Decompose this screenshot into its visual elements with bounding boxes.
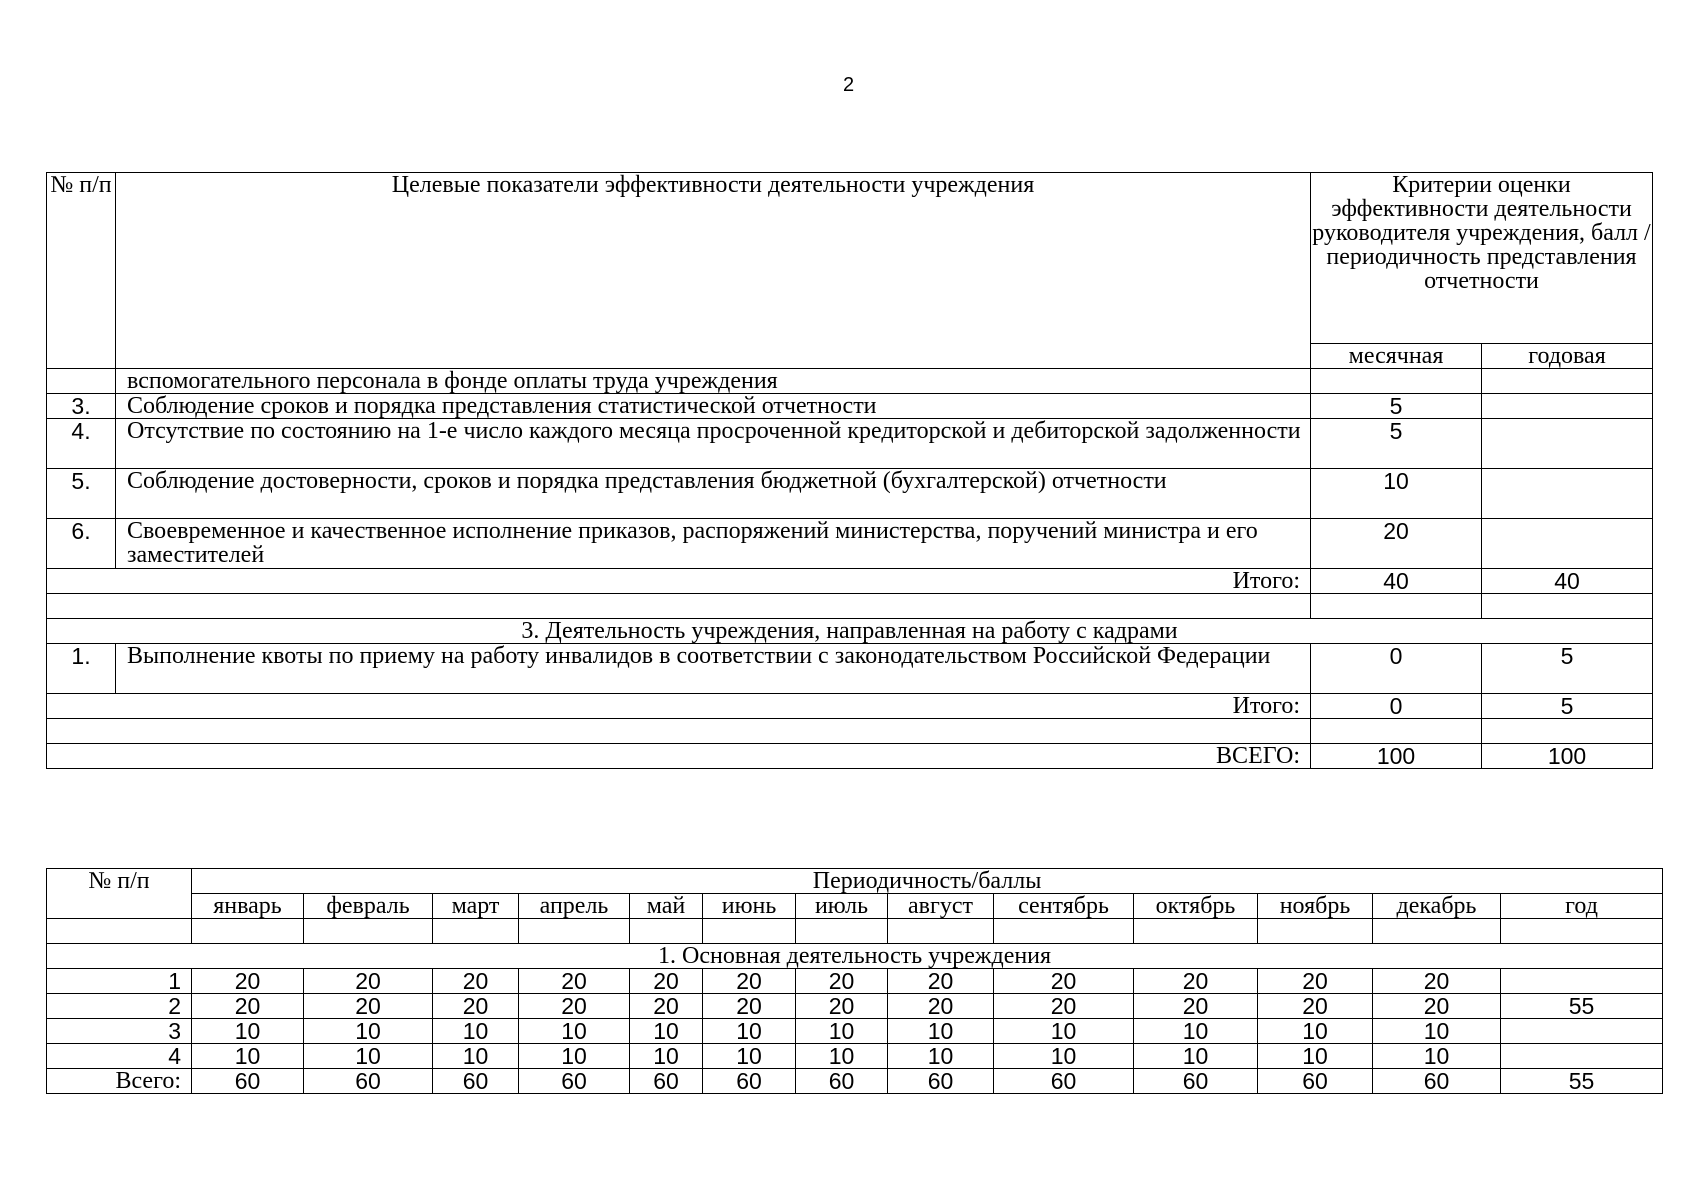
empty-row [47,594,1653,619]
total-value: 55 [1501,1069,1663,1094]
row-value: 10 [304,1044,433,1069]
row-value: 20 [304,969,433,994]
total-value: 60 [888,1069,994,1094]
month-header: июнь [703,894,796,919]
table-row [47,469,1653,519]
row-value: 20 [1373,994,1501,1019]
header-monthly: месячная [1311,344,1482,369]
month-header: март [433,894,519,919]
total-value: 60 [994,1069,1134,1094]
table-row [47,419,1653,469]
row-value: 10 [994,1019,1134,1044]
header-num: № п/п [47,173,116,369]
row-value: 10 [304,1019,433,1044]
row-value: 10 [519,1044,630,1069]
total-value: 60 [796,1069,888,1094]
row-value: 20 [703,969,796,994]
table-row [47,969,1663,994]
row-num: 4. [47,419,116,469]
month-header: декабрь [1373,894,1501,919]
row-text: Своевременное и качественное исполнение приказов, распоряжений министерства, поручений министра и его заместителей [116,519,1311,569]
monthly-points-table [46,868,1663,1094]
grand-total-monthly: 100 [1311,744,1482,769]
table-row [47,394,1653,419]
total-row [47,569,1653,594]
row-value: 10 [192,1044,304,1069]
table-row [47,994,1663,1019]
row-num: 1 [47,969,192,994]
row-value: 20 [1258,994,1373,1019]
total-value: 60 [192,1069,304,1094]
grand-total-row [47,744,1653,769]
row-yearly [1482,469,1653,519]
row-value: 20 [630,969,703,994]
row-monthly: 0 [1311,644,1482,694]
table-row [47,1019,1663,1044]
row-monthly: 5 [1311,419,1482,469]
row-text: Соблюдение достоверности, сроков и порядка представления бюджетной (бухгалтерской) отчетности [116,469,1311,519]
header-title: Целевые показатели эффективности деятельности учреждения [116,173,1311,369]
row-value: 20 [1134,969,1258,994]
month-header: май [630,894,703,919]
total-value: 60 [304,1069,433,1094]
row-value: 20 [1373,969,1501,994]
month-header: апрель [519,894,630,919]
header-period: Периодичность/баллы [192,869,1663,894]
row-value: 20 [519,994,630,1019]
total-row [47,694,1653,719]
row-value: 10 [796,1044,888,1069]
table-row [47,369,1653,394]
table-row [47,1044,1663,1069]
row-value: 10 [433,1044,519,1069]
row-value: 10 [888,1019,994,1044]
grand-total-label: ВСЕГО: [47,744,1311,769]
total-value: 60 [630,1069,703,1094]
row-text: Соблюдение сроков и порядка представления статистической отчетности [116,394,1311,419]
row-yearly: 5 [1482,644,1653,694]
total-label: Итого: [47,569,1311,594]
row-monthly: 10 [1311,469,1482,519]
row-value: 10 [630,1019,703,1044]
table-row [47,644,1653,694]
row-value: 20 [1258,969,1373,994]
row-value: 20 [888,994,994,1019]
row-value: 10 [1134,1019,1258,1044]
table-row [47,519,1653,569]
total-label: Всего: [47,1069,192,1094]
row-yearly [1482,419,1653,469]
row-num: 4 [47,1044,192,1069]
total-value: 60 [1134,1069,1258,1094]
row-value: 20 [796,969,888,994]
header-num: № п/п [47,869,192,919]
row-value: 20 [994,994,1134,1019]
row-yearly [1482,519,1653,569]
row-value: 20 [1134,994,1258,1019]
row-num: 5. [47,469,116,519]
month-header: год [1501,894,1663,919]
section-row [47,944,1663,969]
total-value: 60 [519,1069,630,1094]
row-monthly: 5 [1311,394,1482,419]
month-header: август [888,894,994,919]
total-label: Итого: [47,694,1311,719]
section-title: 1. Основная деятельность учреждения [47,944,1663,969]
month-header: сентябрь [994,894,1134,919]
months-header-row [47,894,1663,919]
row-value [1501,1044,1663,1069]
row-value: 10 [519,1019,630,1044]
row-text: вспомогательного персонала в фонде оплаты труда учреждения [116,369,1311,394]
row-num [47,369,116,394]
row-value: 20 [304,994,433,1019]
row-value: 10 [1134,1044,1258,1069]
empty-row [47,919,1663,944]
row-value: 10 [1258,1044,1373,1069]
row-value: 20 [703,994,796,1019]
row-value: 10 [630,1044,703,1069]
header-yearly: годовая [1482,344,1653,369]
row-value: 10 [703,1044,796,1069]
total-yearly: 40 [1482,569,1653,594]
row-yearly [1482,369,1653,394]
month-header: июль [796,894,888,919]
row-value: 10 [1373,1044,1501,1069]
month-header: октябрь [1134,894,1258,919]
row-value: 20 [994,969,1134,994]
total-value: 60 [703,1069,796,1094]
month-header: январь [192,894,304,919]
total-value: 60 [433,1069,519,1094]
row-value: 20 [433,969,519,994]
row-value: 10 [1373,1019,1501,1044]
row-num: 6. [47,519,116,569]
total-value: 60 [1373,1069,1501,1094]
total-monthly: 0 [1311,694,1482,719]
total-value: 60 [1258,1069,1373,1094]
row-num: 1. [47,644,116,694]
row-value [1501,969,1663,994]
row-value: 10 [994,1044,1134,1069]
row-value: 20 [888,969,994,994]
row-value: 55 [1501,994,1663,1019]
empty-row [47,719,1653,744]
row-text: Выполнение квоты по приему на работу инвалидов в соответствии с законодательством Российской Федерации [116,644,1311,694]
section-row [47,619,1653,644]
row-value: 20 [192,969,304,994]
total-row [47,1069,1663,1094]
month-header: февраль [304,894,433,919]
row-value: 10 [433,1019,519,1044]
row-yearly [1482,394,1653,419]
header-criteria: Критерии оценки эффективности деятельности руководителя учреждения, балл / периодичность представления отчетности [1311,173,1653,344]
row-value: 20 [433,994,519,1019]
row-num: 3. [47,394,116,419]
row-monthly: 20 [1311,519,1482,569]
row-value: 10 [703,1019,796,1044]
row-value: 10 [192,1019,304,1044]
row-monthly [1311,369,1482,394]
total-yearly: 5 [1482,694,1653,719]
row-value: 20 [192,994,304,1019]
total-monthly: 40 [1311,569,1482,594]
row-text: Отсутствие по состоянию на 1-е число каждого месяца просроченной кредиторской и дебиторской задолженности [116,419,1311,469]
row-num: 2 [47,994,192,1019]
month-header: ноябрь [1258,894,1373,919]
row-value: 20 [796,994,888,1019]
row-value: 10 [888,1044,994,1069]
efficiency-criteria-table [46,172,1653,769]
row-value: 10 [796,1019,888,1044]
row-value [1501,1019,1663,1044]
section-title: 3. Деятельность учреждения, направленная на работу с кадрами [47,619,1653,644]
grand-total-yearly: 100 [1482,744,1653,769]
row-value: 10 [1258,1019,1373,1044]
page-number: 2 [842,74,855,96]
row-value: 20 [630,994,703,1019]
row-value: 20 [519,969,630,994]
row-num: 3 [47,1019,192,1044]
